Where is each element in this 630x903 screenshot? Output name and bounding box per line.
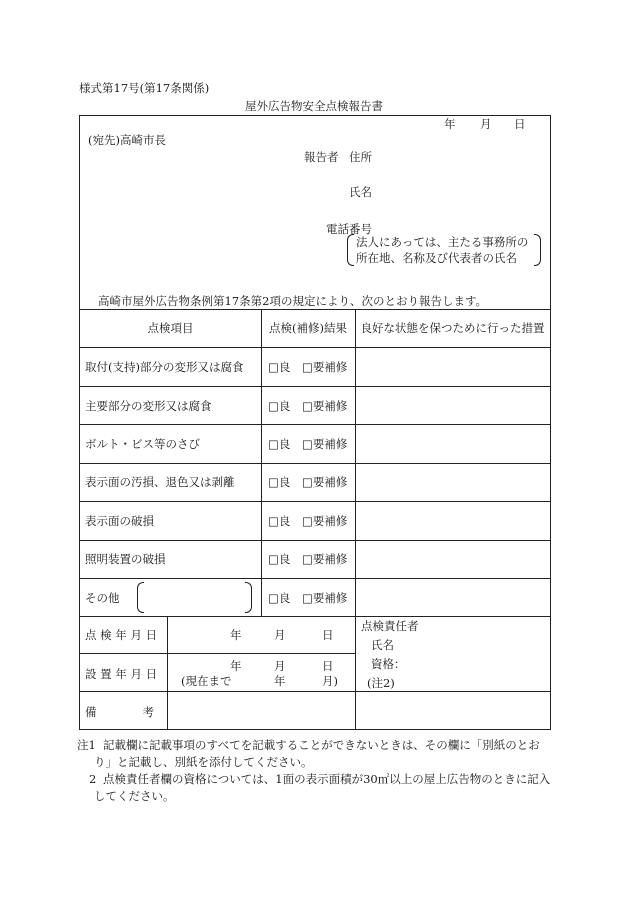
header-check-result: 点検(補修)結果 (269, 321, 347, 335)
checkbox-good[interactable]: □良 (268, 552, 291, 566)
check-item-label: ボルト・ビス等のさび (85, 437, 200, 451)
date-year: 年 (444, 117, 456, 131)
note-bracket-right (534, 234, 541, 266)
installation-month: 月 (274, 659, 286, 673)
document-title: 屋外広告物安全点検報告書 (245, 99, 383, 113)
other-bracket-right (245, 582, 252, 613)
date-month: 月 (480, 117, 492, 131)
check-item-label: 照明装置の破損 (85, 552, 166, 566)
note-2-line1: 点検責任者欄の資格については、1面の表示面積が30㎡以上の屋上広告物のときに記入 (103, 772, 551, 786)
check-item-label: 取付(支持)部分の変形又は腐食 (85, 360, 244, 374)
header-measures: 良好な状態を保つために行った措置 (360, 321, 545, 335)
installation-years: 年 (274, 674, 286, 688)
checkbox-needs-repair[interactable]: □要補修 (302, 399, 348, 413)
note-2-label: 2 (89, 772, 97, 786)
checkbox-needs-repair[interactable]: □要補修 (302, 437, 348, 451)
checkbox-needs-repair[interactable]: □要補修 (302, 475, 348, 489)
reporter-name-label: 氏名 (349, 185, 372, 199)
grid-line (80, 347, 550, 348)
check-item-label: 表示面の破損 (85, 514, 154, 528)
grid-line (80, 691, 550, 692)
report-form (79, 115, 551, 730)
grid-line (261, 309, 262, 616)
addressee: (宛先)高崎市長 (88, 133, 166, 147)
grid-line (80, 424, 550, 425)
reporter-note-line2: 所在地、名称及び代表者の氏名 (356, 251, 517, 265)
note-1-line2: り」と記載し、別紙を添付してください。 (94, 755, 313, 769)
grid-line (80, 540, 550, 541)
installation-year: 年 (230, 659, 242, 673)
header-check-item: 点検項目 (147, 321, 194, 335)
checkbox-good[interactable]: □良 (268, 514, 291, 528)
grid-line (355, 309, 356, 729)
inspection-year: 年 (230, 628, 242, 642)
checkbox-needs-repair[interactable]: □要補修 (302, 591, 348, 605)
check-item-label: その他 (85, 591, 120, 605)
installation-current-label: (現在まで (181, 674, 232, 688)
grid-line (80, 501, 550, 502)
installation-date-label: 設 置 年 月 日 (85, 667, 158, 681)
checkbox-needs-repair[interactable]: □要補修 (302, 360, 348, 374)
note-1-line1: 記載欄に記載事項のすべてを記載することができないときは、その欄に「別紙のとお (103, 738, 540, 752)
checkbox-good[interactable]: □良 (268, 399, 291, 413)
checkbox-good[interactable]: □良 (268, 360, 291, 374)
inspector-name-label: 氏名 (371, 638, 394, 652)
inspection-day: 日 (322, 628, 334, 642)
grid-line (80, 653, 355, 654)
grid-line (80, 616, 550, 617)
check-item-label: 主要部分の変形又は腐食 (85, 399, 212, 413)
report-statement: 高崎市屋外広告物条例第17条第2項の規定により、次のとおり報告します。 (98, 294, 488, 308)
checkbox-good[interactable]: □良 (268, 591, 291, 605)
remarks-label: 備 考 (85, 705, 154, 719)
table-top-line (80, 309, 550, 310)
grid-line (80, 463, 550, 464)
grid-line (80, 386, 550, 387)
inspector-qualification-label: 資格： (371, 657, 406, 671)
reporter-address-label: 住所 (349, 150, 372, 164)
checkbox-needs-repair[interactable]: □要補修 (302, 514, 348, 528)
inspector-note: (注2) (367, 676, 395, 690)
grid-line (80, 578, 550, 579)
form-number: 様式第17号(第17条関係) (79, 81, 210, 95)
inspection-date-label: 点 検 年 月 日 (85, 628, 158, 642)
reporter-note-line1: 法人にあっては、主たる事務所の (356, 235, 529, 249)
reporter-label: 報告者 (304, 150, 339, 164)
installation-day: 日 (322, 659, 334, 673)
grid-line (167, 616, 168, 729)
note-2-line2: してください。 (94, 789, 175, 803)
note-bracket-left (347, 234, 354, 266)
checkbox-good[interactable]: □良 (268, 475, 291, 489)
checkbox-needs-repair[interactable]: □要補修 (302, 552, 348, 566)
other-bracket-left (137, 582, 144, 613)
check-item-label: 表示面の汚損、退色又は剥離 (85, 475, 235, 489)
inspector-title: 点検責任者 (361, 619, 419, 633)
reporter-phone-label: 電話番号 (326, 222, 372, 236)
installation-months: 月) (322, 674, 338, 688)
date-day: 日 (514, 117, 526, 131)
checkbox-good[interactable]: □良 (268, 437, 291, 451)
inspection-month: 月 (274, 628, 286, 642)
note-1-label: 注1 (77, 738, 96, 752)
